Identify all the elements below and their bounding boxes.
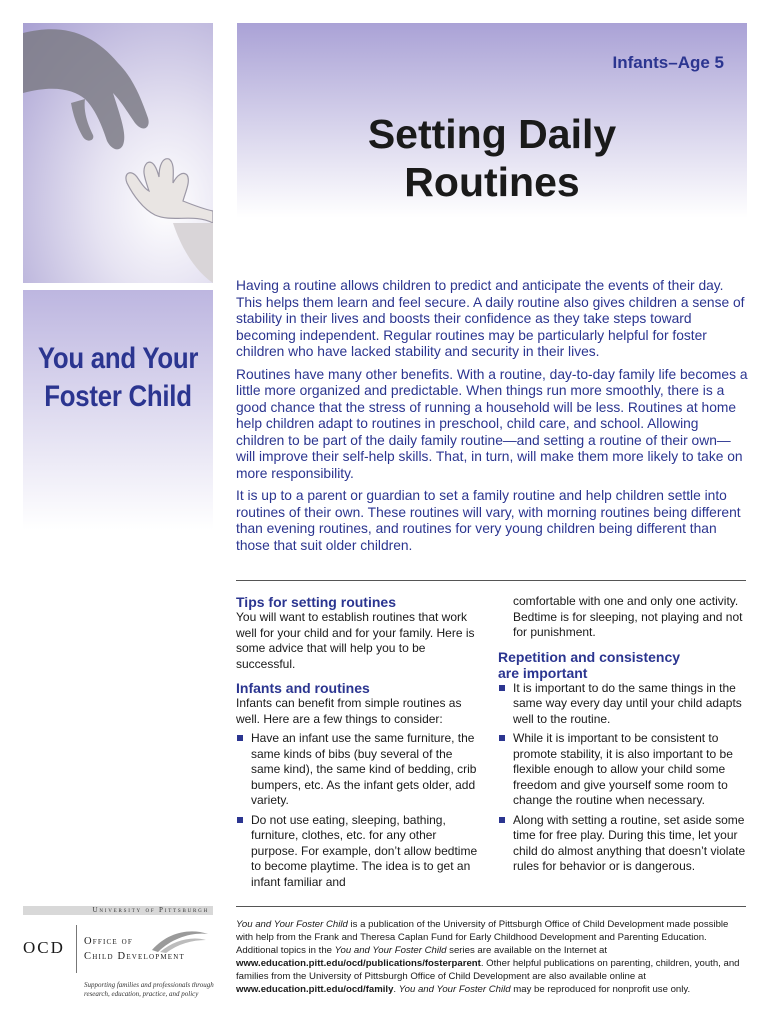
age-label: Infants–Age 5 (612, 53, 724, 72)
page-title-line1: Setting Daily (367, 111, 617, 157)
series-title (36, 340, 199, 416)
page-title-line2: Routines (404, 159, 580, 205)
office-name-line2: Child Development (84, 951, 185, 962)
footer-text: . Other helpful publications on parenting, children, youth, and families from the University of Pittsburgh Office of Child Development are also available online at (236, 958, 740, 982)
intro-paragraph: Routines have many other benefits. With a routine, day-to-day family life becomes a little more organized and predictable. When things run more smoothly, there is a good chance that the stress of running a household will be less. Routines at home help children adapt to routines in preschool, child care, and school. Allowing children to be part of the daily family routine—and setting a routine of their own—will improve their self-help skills. That, in turn, will make them more likely to take on more responsibility. (236, 366, 748, 481)
hands-illustration (23, 23, 213, 283)
repetition-heading (498, 649, 748, 681)
footer-text: . (393, 984, 399, 995)
divider (236, 580, 746, 581)
university-name: University of Pittsburgh (92, 906, 209, 914)
column-right (498, 594, 748, 879)
swoosh-icon (150, 928, 210, 954)
series-title-line1: You and Your (37, 342, 199, 375)
series-title-line2: Foster Child (44, 380, 192, 413)
footer-text: is a publication of the University of Pittsburgh Office of Child Development made possible with help from the Frank and Theresa Caplan Fund for Early Childhood Development and Parenting Education. Additional topics in the (236, 919, 729, 956)
list-item (498, 813, 748, 875)
intro-paragraph: It is up to a parent or guardian to set a family routine and help children settle into routines of their own. These routines will vary, with morning routines being different than evening routines, and routines for very young children being different than those that suit older children. (236, 488, 741, 553)
infants-text: Infants can benefit from simple routines as well. Here are a few things to consider: (236, 696, 462, 726)
footer-text: series are available on the Internet at (446, 945, 608, 956)
list-item-text: Along with setting a routine, set aside some time for free play. During this time, let your child do almost anything that doesn’t violate rules for behavior or is dangerous. (513, 812, 746, 873)
list-item (236, 813, 482, 891)
infants-heading: Infants and routines (236, 680, 370, 696)
logo-divider (76, 925, 77, 973)
bullet-square-icon (499, 817, 505, 823)
url-link[interactable]: www.education.pitt.edu/ocd/family (236, 984, 394, 995)
intro-section (236, 278, 748, 560)
list-item-text: Do not use eating, sleeping, bathing, furniture, clothes, etc. for any other purpose. For example, don’t allow bedtime to become playtime. The idea is to get an infant familiar and (251, 812, 478, 889)
infants-list (236, 731, 482, 890)
intro-paragraph: Having a routine allows children to predict and anticipate the events of their day. This helps them learn and feel secure. A daily routine also gives children a sense of stability in their lives and boosts their confidence as they take steps toward becoming independent. Regular routines may be particularly helpful for foster children who have lacked stability and security in their lives. (236, 278, 745, 359)
series-name: You and Your Foster Child (398, 984, 511, 995)
list-item-text: It is important to do the same things in the same way every day until your child adapts well to the routine. (513, 680, 742, 726)
list-item-text: Have an infant use the same furniture, the same kinds of bibs (buy several of the same kind), the same kind of bedding, crib bumpers, etc. As the infant gets older, add variety. (251, 731, 477, 807)
repetition-heading-line1: Repetition and consistency (498, 648, 681, 665)
url-link[interactable]: www.education.pitt.edu/ocd/publications/fosterparent (236, 958, 481, 969)
list-item (498, 731, 748, 809)
footer-credits (236, 918, 748, 996)
column-left (236, 594, 482, 894)
repetition-list (498, 681, 748, 875)
hands-photo (23, 23, 213, 283)
list-item (236, 731, 482, 809)
list-item (498, 681, 748, 728)
page-title (237, 110, 747, 206)
ocd-logo: OCD (23, 938, 65, 957)
footer-text: may be reproduced for nonprofit use only. (510, 984, 691, 995)
tips-heading: Tips for setting routines (236, 594, 396, 610)
repetition-heading-line2: are important (498, 664, 588, 681)
list-item-text: While it is important to be consistent to promote stability, it is also important to be flexible enough to allow your child some freedom and give yourself some room to change the routine when necessary. (513, 731, 733, 807)
series-name: You and Your Foster Child (236, 919, 348, 930)
tips-text: You will want to establish routines that work well for your child and for your family. Here is some advice that will help you to be successful. (236, 610, 475, 671)
series-name: You and Your Foster Child (334, 945, 447, 956)
divider (236, 906, 746, 907)
bullet-square-icon (237, 817, 243, 823)
continuation-text: comfortable with one and only one activity. Bedtime is for sleeping, not playing and not for punishment. (513, 594, 743, 639)
office-name-line1: Office of (84, 936, 134, 947)
bullet-square-icon (237, 735, 243, 741)
bullet-square-icon (499, 685, 505, 691)
tagline: Supporting families and professionals through research, education, practice, and policy (84, 981, 214, 998)
bullet-square-icon (499, 735, 505, 741)
